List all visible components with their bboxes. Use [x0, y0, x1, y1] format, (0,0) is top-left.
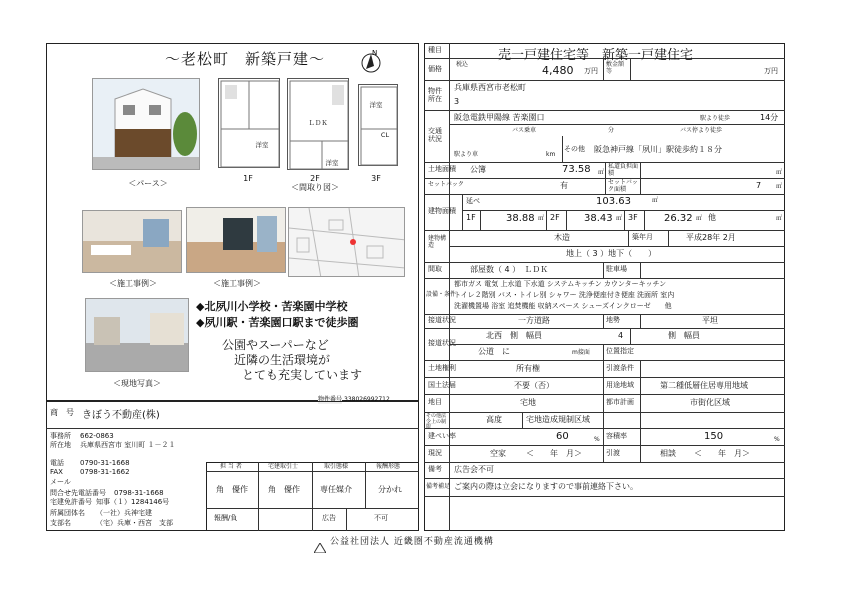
- slogan-3: とても充実しています: [242, 368, 363, 382]
- equipment-2: トイレ２階別 バス・トイレ別 シャワー 洗浄便座付き便座 洗面所 室内: [454, 291, 675, 299]
- branch: （宅）兵庫・西宮 支部: [96, 519, 173, 527]
- interior-caption-2: ＜施工事例＞: [213, 279, 261, 288]
- property-no: 338026992712: [344, 396, 390, 403]
- f3-m2: ㎡: [696, 215, 703, 222]
- equipment-1: 都市ガス 電気 上水道 下水道 システムキッチン カウンターキッチン: [454, 280, 667, 288]
- equipment-3: 洗濯機置場 浴室 追焚機能 収納スペース シューズインクローゼ 他: [454, 302, 672, 310]
- license: 知事（１）1284146号: [96, 498, 170, 506]
- setback-area-label: セットバック面積: [608, 179, 638, 193]
- line: 阪急電鉄甲陽線 苦楽園口: [454, 113, 545, 122]
- perse-caption: ＜パース＞: [128, 179, 168, 188]
- total-label: 延べ: [466, 197, 480, 205]
- other-area: 他: [708, 213, 716, 222]
- slogan-2: 近隣の生活環境が: [234, 353, 331, 367]
- f3-area: 26.32: [664, 213, 693, 224]
- structure: 木造: [554, 233, 570, 242]
- floor-label-1f: 1F: [243, 174, 253, 183]
- status-month: ＜ 年 月＞: [526, 449, 582, 458]
- built: 平成28年 2月: [686, 233, 736, 242]
- far-pct: %: [774, 436, 780, 443]
- floor-label-2f: 2F: [310, 174, 320, 183]
- remark-2: ご案内の際は立会になりますので事前連絡下さい。: [454, 482, 638, 491]
- remark-label: 備考: [428, 465, 442, 473]
- km-unit: km: [546, 151, 556, 158]
- f2-m2: ㎡: [616, 215, 623, 222]
- road-1: 北西 側 幅員: [486, 331, 542, 340]
- equipment-label: 設備・条件: [426, 291, 457, 298]
- f2-area: 38.43: [584, 213, 613, 224]
- land-rights-label: 土地権利: [428, 364, 456, 372]
- traffic-label: 交通状況: [428, 127, 442, 143]
- setback-m2: ㎡: [776, 183, 783, 190]
- page-title: ～老松町 新築戸建～: [165, 50, 326, 68]
- floorplan-3f: [358, 84, 398, 166]
- terrain-label: 地勢: [606, 316, 620, 324]
- assoc: （一社）兵神宅建: [96, 509, 152, 517]
- setback: 有: [560, 181, 568, 190]
- layout-label: 間取: [428, 265, 442, 273]
- price-label: 価格: [428, 65, 442, 73]
- footer-org: 公益社団法人 近畿圏不動産流通機構: [330, 537, 494, 547]
- grid-r2: 広告: [322, 514, 336, 522]
- property-no-label: 物件番号: [318, 396, 343, 403]
- far-label: 容積率: [606, 432, 627, 440]
- floors: 地上（ 3 ）地下（ ）: [566, 249, 657, 258]
- city-plan-label: 都市計画: [606, 398, 634, 406]
- deposit-label: 敷金額等: [606, 61, 625, 75]
- built-label: 築年月: [632, 233, 653, 241]
- road-1-m: 4: [618, 331, 624, 340]
- floorplan-1f: [218, 78, 280, 168]
- station-car-label: 駅より車: [454, 151, 479, 158]
- restriction-2: 宅地造成規制区域: [526, 415, 590, 424]
- busstop-label: バス停より徒歩: [680, 127, 723, 134]
- site-image: [85, 298, 189, 372]
- tel-label: 電話: [50, 459, 64, 467]
- floor-label-3f: 3F: [371, 174, 381, 183]
- private-road-label: 私道負担面積: [608, 163, 639, 177]
- location: 兵庫県西宮市老松町: [454, 83, 526, 92]
- compass-icon: [360, 48, 382, 74]
- slogan-1: 公園やスーパーなど: [222, 338, 329, 352]
- type-label: 種目: [428, 46, 442, 54]
- room-label-3f: 洋室: [369, 101, 383, 109]
- room-label-cl: CL: [380, 131, 390, 139]
- access-label: 接道状況: [428, 316, 456, 324]
- grid-v4: 分かれ: [378, 485, 402, 494]
- walk-label: 駅より徒歩: [700, 115, 731, 122]
- tel: 0790-31-1668: [80, 459, 130, 467]
- site-caption: ＜現地写真＞: [113, 379, 161, 388]
- other-area-m2: ㎡: [776, 215, 783, 222]
- floorplan-caption: ＜間取り図＞: [291, 183, 339, 192]
- map-image: [288, 207, 405, 277]
- parking-label: 駐車場: [606, 265, 627, 273]
- status: 空家: [490, 449, 506, 458]
- mail-label: メール: [50, 478, 71, 486]
- room-label-ldk: ＬＤＫ: [308, 119, 328, 127]
- land-label: 土地面積: [428, 165, 456, 173]
- svg-text:N: N: [372, 49, 378, 57]
- property-type: 売一戸建住宅等 新築一戸建住宅: [498, 48, 694, 63]
- bus-min: 分: [608, 127, 615, 134]
- f1-label: 1F: [466, 213, 476, 222]
- setback-label: セットバック: [428, 181, 464, 188]
- f1-m2: ㎡: [538, 215, 545, 222]
- chimoku: 宅地: [520, 398, 536, 407]
- setback-area: 7: [756, 181, 762, 190]
- footer-logo-icon: [314, 538, 326, 548]
- grid-v1: 角 優作: [216, 485, 248, 494]
- price-unit: 万円: [584, 67, 598, 75]
- handover-month: ＜ 年 月＞: [694, 449, 750, 458]
- grid-v2: 角 優作: [268, 485, 300, 494]
- feature-2: ◆夙川駅・苦楽園口駅まで徒歩圏: [196, 316, 359, 329]
- city-plan: 市街化区域: [690, 398, 730, 407]
- coverage-label: 建ぺい率: [428, 432, 456, 440]
- delivery-label: 引渡条件: [606, 364, 634, 372]
- land-m2: ㎡: [598, 169, 605, 176]
- deposit-unit: 万円: [764, 67, 778, 75]
- grid-r3: 不可: [374, 514, 388, 522]
- location-label: 物件所在: [428, 87, 442, 103]
- total-area: 103.63: [596, 196, 631, 207]
- price-sub: 税込: [456, 61, 469, 68]
- building-label: 建物面積: [428, 207, 456, 215]
- interior-image-1: [82, 210, 182, 273]
- address-label: 所在地: [50, 441, 71, 449]
- grid-h3: 取引態様: [324, 463, 349, 470]
- chimoku-label: 地目: [428, 398, 442, 406]
- structure-label: 建物構造: [428, 235, 447, 249]
- grid-h1: 担 当 者: [220, 463, 242, 470]
- other-access: 阪急神戸線「夙川」駅徒歩約１８分: [594, 145, 722, 154]
- price: 4,480: [542, 64, 574, 77]
- use-zone: 第二種低層住居専用地域: [660, 381, 748, 390]
- fax-label: FAX: [50, 468, 63, 476]
- room-label-1f: 洋室: [255, 141, 269, 149]
- land-area: 73.58: [562, 164, 591, 175]
- status-label: 現況: [428, 449, 442, 457]
- address: 兵庫県西宮市 室川町 １－２１: [80, 441, 176, 449]
- contact-label: 問合せ先電話番号: [50, 489, 106, 497]
- use-label: 用途地域: [606, 381, 634, 389]
- grid-h2: 宅建取引士: [268, 463, 299, 470]
- grid-r1: 報酬/負: [214, 514, 238, 522]
- country-label: 国土法届: [428, 381, 456, 389]
- fax: 0798-31-1662: [80, 468, 130, 476]
- coverage: 60: [556, 431, 569, 442]
- feature-1: ◆北夙川小学校・苦楽園中学校: [196, 300, 348, 313]
- restrictions-label: その他法令上の制限: [426, 413, 447, 430]
- far: 150: [704, 431, 724, 442]
- road-designated-label: 位置指定: [606, 347, 634, 355]
- restriction-1: 高度: [486, 415, 502, 424]
- rooms: 部屋数（ 4 ） ＬＤＫ: [470, 265, 549, 274]
- f2-label: 2F: [550, 213, 560, 222]
- grid-h4: 報酬形態: [376, 463, 401, 470]
- handover: 相談: [660, 449, 676, 458]
- location-2: 3: [454, 97, 460, 106]
- road-label: 接道状況: [428, 339, 456, 347]
- country: 不要（否）: [514, 381, 554, 390]
- interior-caption-1: ＜施工事例＞: [109, 279, 157, 288]
- access: 一方道路: [518, 316, 550, 325]
- grid-v3: 専任媒介: [320, 485, 352, 494]
- public-road: 公道 に: [478, 347, 510, 356]
- coverage-pct: %: [594, 436, 600, 443]
- terrain: 平坦: [702, 316, 718, 325]
- private-road-m2: ㎡: [776, 169, 783, 176]
- office-label: 事務所: [50, 432, 71, 440]
- walk: 14分: [760, 113, 779, 122]
- f3-label: 3F: [628, 213, 638, 222]
- contact: 0798-31-1668: [114, 489, 164, 497]
- perse-image: [92, 78, 200, 170]
- company-label: 商 号: [50, 408, 74, 417]
- land-kind: 公簿: [470, 165, 486, 174]
- road-contact: m接面: [572, 349, 590, 356]
- interior-image-2: [186, 207, 286, 273]
- bus-label: バス乗車: [512, 127, 537, 134]
- license-label: 宅建免許番号: [50, 498, 92, 506]
- room-label-2f: 洋室: [325, 159, 339, 167]
- remark: 広告会不可: [454, 465, 494, 474]
- f1-area: 38.88: [506, 213, 535, 224]
- company-name: きぼう不動産(株): [82, 410, 160, 421]
- other-label: その他: [564, 145, 585, 153]
- road-2: 側 幅員: [668, 331, 700, 340]
- total-m2: ㎡: [652, 197, 659, 204]
- handover-label: 引渡: [606, 449, 620, 457]
- land-rights: 所有権: [516, 364, 540, 373]
- office-zip: 662-0863: [80, 432, 114, 440]
- assoc-label: 所属団体名: [50, 509, 85, 517]
- remark-2-label: 備考補足: [426, 483, 451, 490]
- branch-label: 支部名: [50, 519, 71, 527]
